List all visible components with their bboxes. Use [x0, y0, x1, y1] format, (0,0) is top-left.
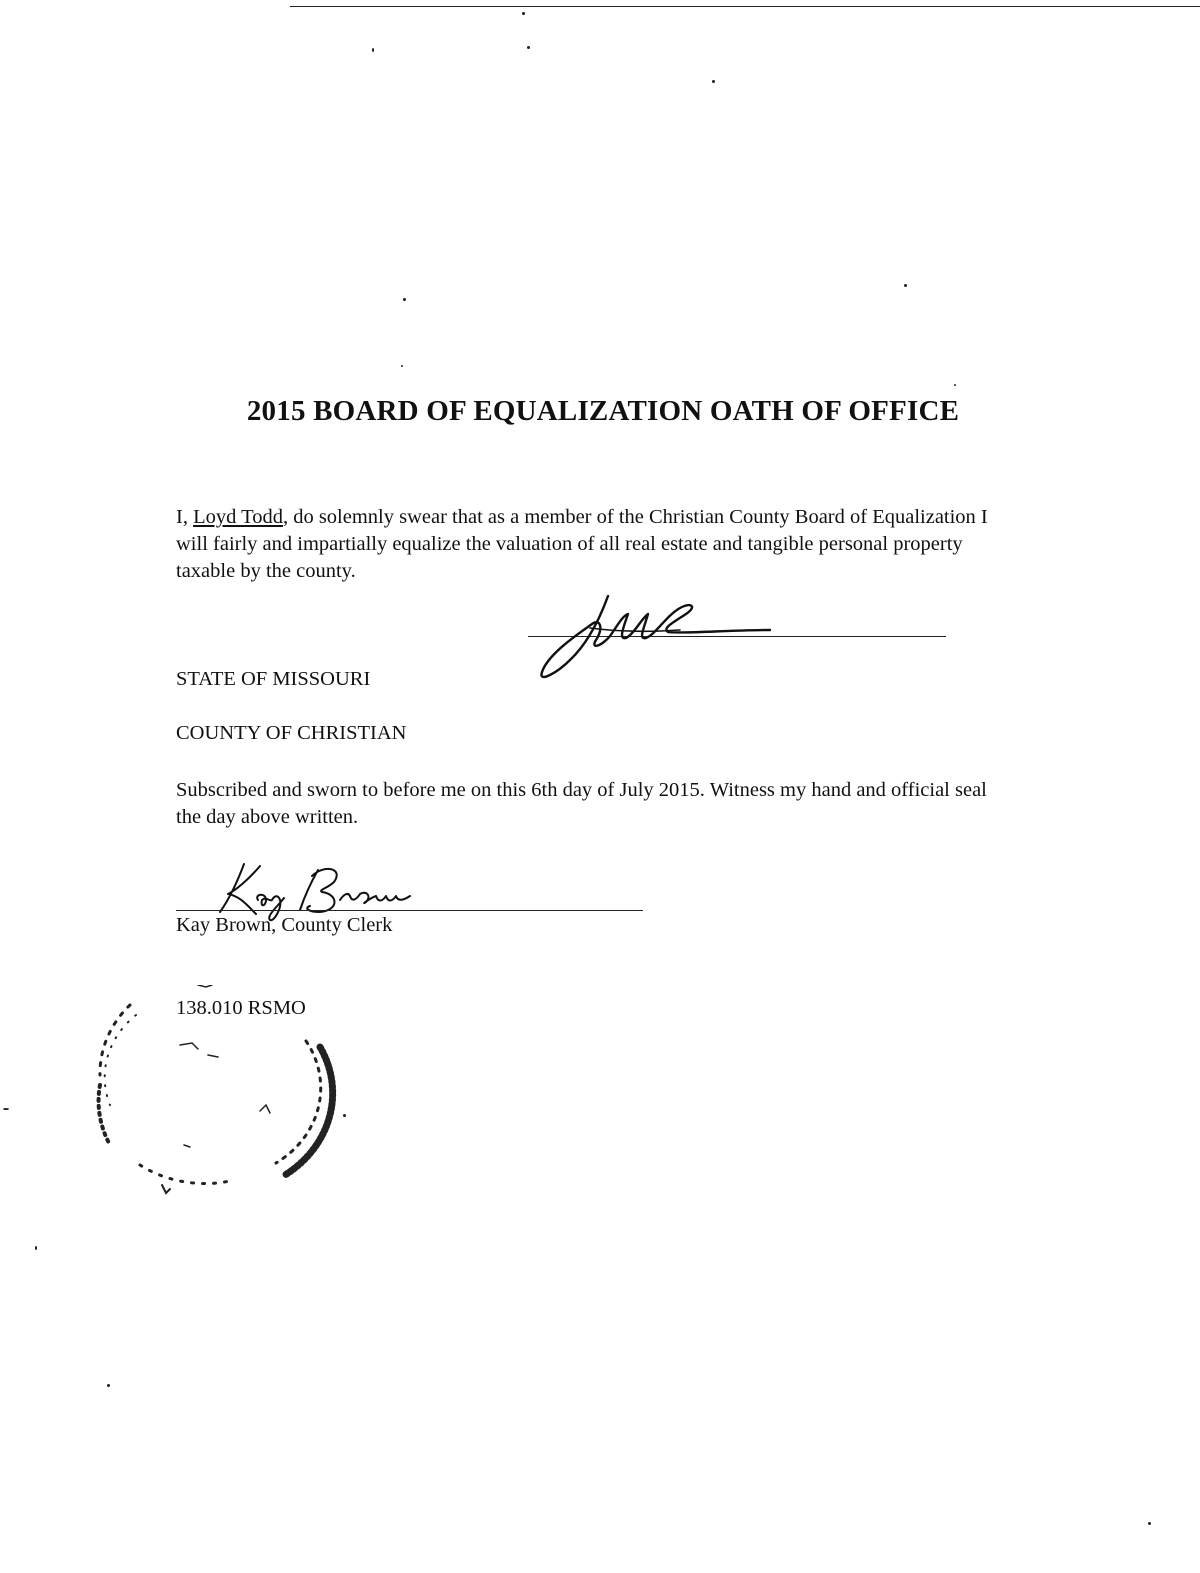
state-heading: STATE OF MISSOURI — [176, 668, 371, 690]
clerk-name-title: Kay Brown, County Clerk — [176, 914, 393, 936]
scan-speck — [35, 1246, 37, 1250]
scan-speck — [527, 46, 530, 49]
statute-reference: 138.010 RSMO — [176, 997, 306, 1019]
scan-speck — [954, 384, 956, 386]
member-name: Loyd Todd — [193, 506, 283, 528]
scan-speck — [1148, 1522, 1151, 1525]
scan-top-edge-line — [290, 6, 1200, 7]
oath-paragraph — [176, 504, 1016, 585]
scan-speck — [712, 80, 715, 83]
member-signature — [530, 588, 780, 688]
clerk-signature-line — [176, 910, 643, 911]
scan-speck — [3, 1108, 9, 1110]
scan-speck — [904, 284, 907, 287]
scan-speck — [372, 48, 374, 52]
scan-speck — [403, 298, 406, 301]
oath-body: , do solemnly swear that as a member of the Christian County Board of Equalization I will fairly and impartially equalize the valuation of all real estate and tangible personal property taxable by the county. — [176, 506, 988, 582]
scan-speck — [107, 1384, 110, 1387]
oath-prefix: I, — [176, 506, 194, 528]
scan-speck — [343, 1114, 346, 1117]
scan-speck — [401, 365, 403, 367]
subscribed-paragraph: Subscribed and sworn to before me on this 6th day of July 2015. Witness my hand and official seal the day above written. — [176, 779, 987, 828]
county-heading: COUNTY OF CHRISTIAN — [176, 722, 407, 744]
scan-speck — [522, 12, 525, 15]
document-title: 2015 BOARD OF EQUALIZATION OATH OF OFFICE — [246, 395, 960, 427]
